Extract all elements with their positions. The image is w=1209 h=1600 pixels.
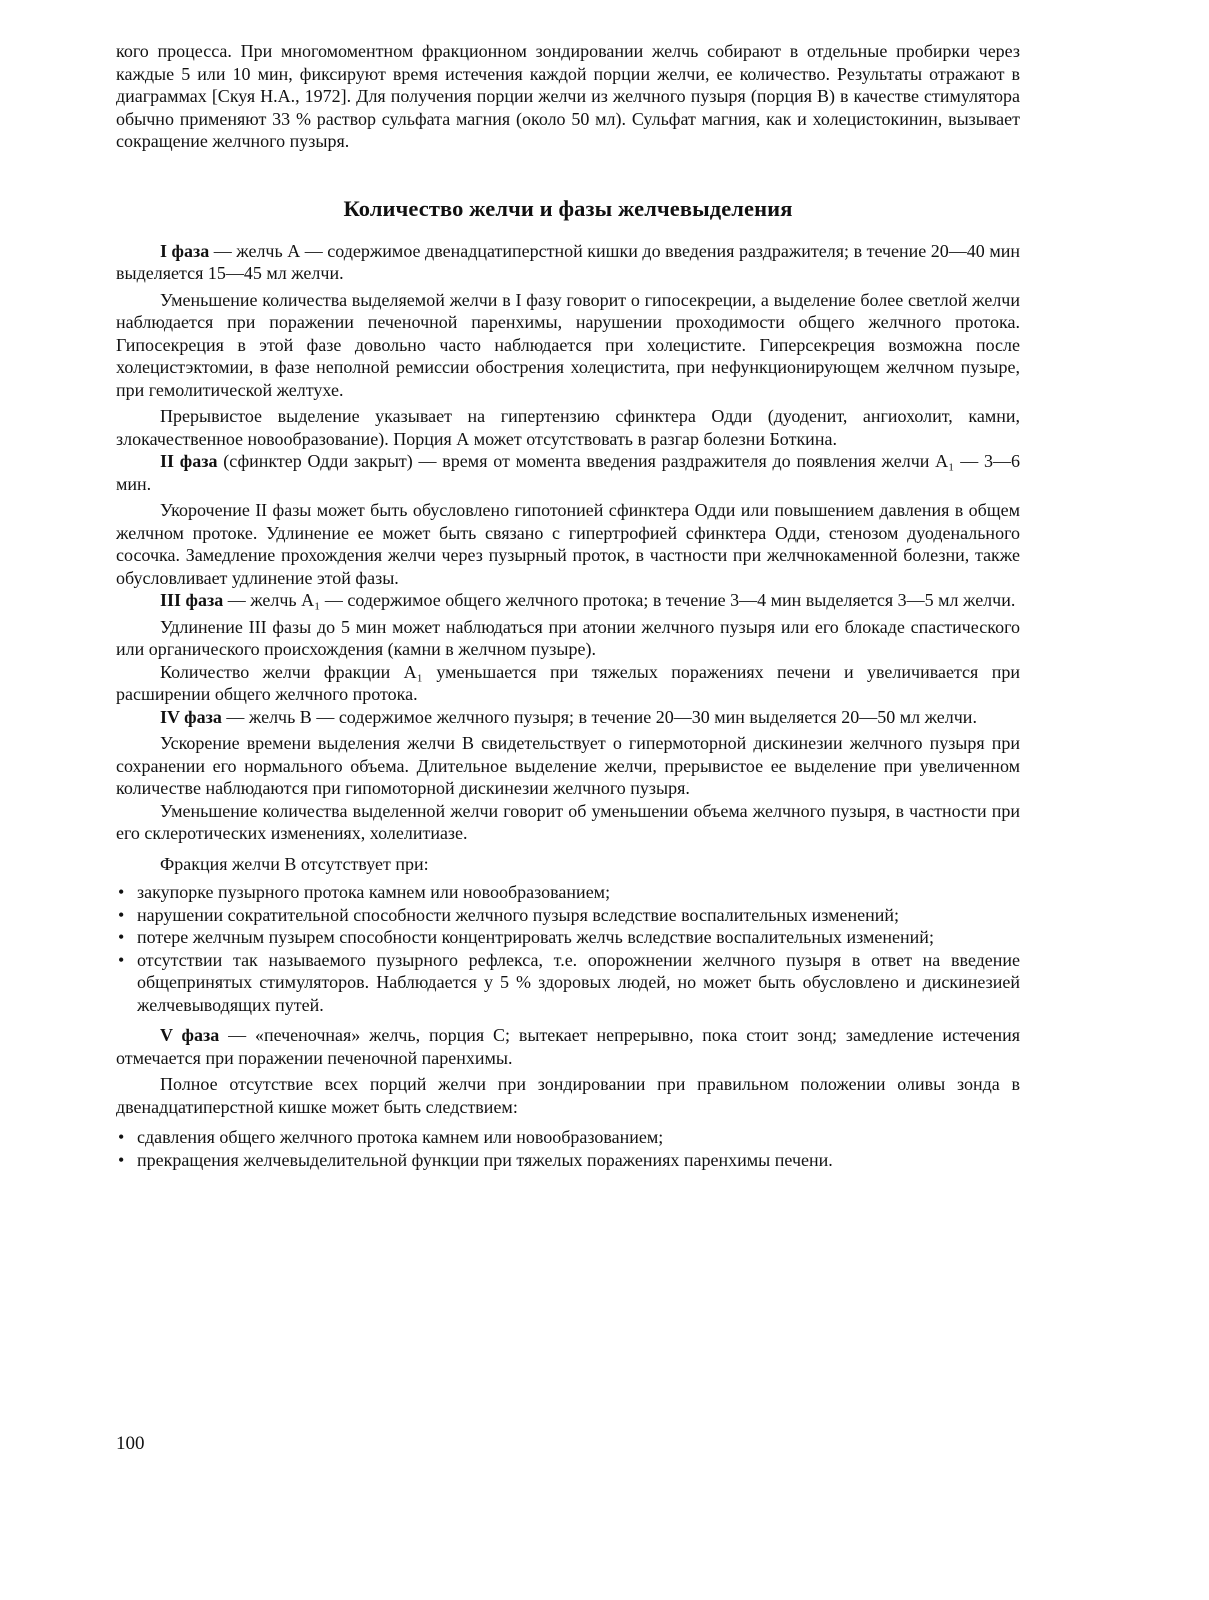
- phase2-paragraph: [116, 450, 1020, 495]
- bullet-icon: •: [118, 1127, 125, 1147]
- page-body: [116, 40, 1020, 1171]
- phase3-p2: Количество желчи фракции А₁ уменьшается при тяжелых поражениях печени и увеличивается при расширении общего желчного протока.: [116, 661, 1020, 704]
- phase3-label: III фаза: [160, 590, 224, 610]
- bullet-icon: •: [118, 904, 125, 925]
- section-title: Количество желчи и фазы желчевыделения: [343, 195, 793, 221]
- phase4-paragraph: [116, 706, 1020, 729]
- list-item: • сдавления общего желчного протока камнем или новообразованием;: [118, 1127, 664, 1147]
- list-item: • закупорке пузырного протока камнем или новообразованием;: [118, 882, 611, 902]
- phase5-paragraph: [116, 1024, 1020, 1069]
- phase5-p1: Полное отсутствие всех порций желчи при зондировании при правильном положении оливы зонда в двенадцатиперстной кишке может быть следствием:: [116, 1074, 1020, 1117]
- phase5-label: V фаза: [160, 1025, 220, 1045]
- phase5-text: — «печеночная» желчь, порция С; вытекает непрерывно, пока стоит зонд; замедление истечения отмечается при поражении печеночной паренхимы.: [116, 1025, 1020, 1068]
- phase2-text: (сфинктер Одди закрыт) — время от момента введения раздражителя до появления желчи А₁ — 3—6 мин.: [116, 451, 1020, 494]
- phase4-label: IV фаза: [160, 706, 222, 727]
- bullet-icon: •: [118, 949, 125, 970]
- phase1-text: — желчь А — содержимое двенадцатиперстной кишки до введения раздражителя; в течение 20—40 мин выделяется 15—45 мл желчи.: [116, 240, 1020, 283]
- list-item: • потере желчным пузырем способности концентрировать желчь вследствие воспалительных изменений;: [118, 927, 934, 947]
- bullet-icon: •: [118, 1149, 125, 1170]
- phase4-p2: Уменьшение количества выделенной желчи говорит об уменьшении объема желчного пузыря, в частности при его склеротических изменениях, холелитиазе.: [116, 800, 1020, 843]
- phase4-p1: Ускорение времени выделения желчи В свидетельствует о гипермоторной дискинезии желчного пузыря при сохранении его нормального объема. Длительное выделение желчи, прерывистое ее выделение при увеличенном количестве наблюдаются при гипомоторной дискинезии желчного пузыря.: [116, 733, 1020, 798]
- bullet-icon: •: [118, 882, 125, 902]
- phase3-text: — желчь А₁ — содержимое общего желчного протока; в течение 3—4 мин выделяется 3—5 мл желчи.: [223, 590, 1016, 610]
- phase4-text: — желчь В — содержимое желчного пузыря; в течение 20—30 мин выделяется 20—50 мл желчи.: [221, 706, 977, 727]
- page-number: 100: [116, 1433, 145, 1454]
- list-item: • прекращения желчевыделительной функции при тяжелых поражениях паренхимы печени.: [118, 1149, 833, 1170]
- phase1-label: I фаза: [160, 240, 210, 261]
- intro-paragraph: кого процесса. При многомоментном фракционном зондировании желчь собирают в отдельные пробирки через каждые 5 или 10 мин, фиксируют время истечения каждой порции желчи, ее количество. Результаты отражают в диаграммах [Скуя Н.А., 1972]. Для получения порции желчи из желчного пузыря (порция В) в качестве стимулятора обычно применяют 33 % раствор сульфата магния (около 50 мл). Сульфат магния, как и холецистокинин, вызывает сокращение желчного пузыря.: [116, 41, 1020, 151]
- phase1-p1: Уменьшение количества выделяемой желчи в I фазу говорит о гипосекреции, а выделение более светлой желчи наблюдается при поражении печеночной паренхимы, нарушении проходимости общего желчного протока. Гипосекреция в этой фазе довольно часто наблюдается при холецистите. Гиперсекреция возможна после холецистэктомии, в фазе неполной ремиссии обострения холецистита, при нефункционирующем желчном пузыре, при гемолитической желтухе.: [116, 289, 1020, 400]
- phase5-list: [116, 1126, 1020, 1171]
- phase4-list-intro: Фракция желчи В отсутствует при:: [160, 853, 429, 874]
- phase3-paragraph: [116, 589, 1020, 612]
- list-item: • нарушении сократительной способности желчного пузыря вследствие воспалительных изменений;: [118, 904, 900, 925]
- phase4-list: [116, 881, 1020, 1016]
- phase3-p1: Удлинение III фазы до 5 мин может наблюдаться при атонии желчного пузыря или его блокаде спастического или органического происхождения (камни в желчном пузыре).: [116, 616, 1020, 659]
- list-item: • отсутствии так называемого пузырного рефлекса, т.е. опорожнении желчного пузыря в ответ на введение общепринятых стимуляторов. Наблюдается у 5 % здоровых людей, но может быть обусловлено и дискинезией желчевыводящих путей.: [118, 949, 1020, 1015]
- phase2-label: II фаза: [160, 451, 218, 471]
- phase1-paragraph: [116, 240, 1020, 285]
- bullet-icon: •: [118, 927, 125, 947]
- phase1-p2: Прерывистое выделение указывает на гипертензию сфинктера Одди (дуоденит, ангиохолит, камни, злокачественное новообразование). Порция А может отсутствовать в разгар болезни Боткина.: [116, 406, 1020, 449]
- phase2-p1: Укорочение II фазы может быть обусловлено гипотонией сфинктера Одди или повышением давления в общем желчном протоке. Удлинение ее может быть связано с гипертрофией сфинктера Одди, стенозом дуоденального сосочка. Замедление прохождения желчи через пузырный проток, в частности при желчнокаменной болезни, также обусловливает удлинение этой фазы.: [116, 500, 1020, 588]
